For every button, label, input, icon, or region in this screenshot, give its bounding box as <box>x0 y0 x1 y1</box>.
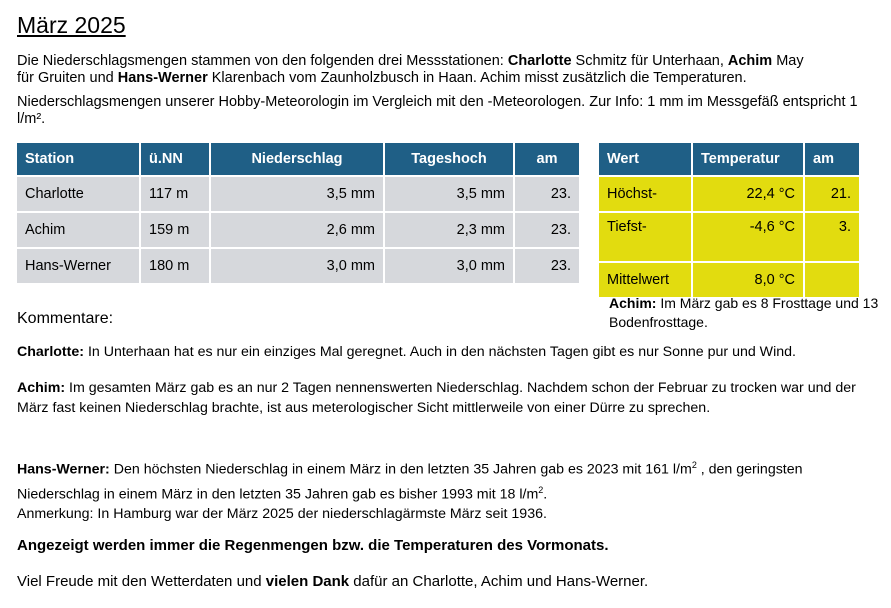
comment-text: In Unterhaan hat es nur ein einziges Mal geregnet. Auch in den nächsten Tagen gibt es nur Sonne pur und Wind. <box>84 344 796 360</box>
elevation: 159 m <box>141 211 211 247</box>
temperature-table <box>599 143 859 297</box>
footer-thanks <box>17 572 877 592</box>
thanks-emphasis: vielen Dank <box>265 573 350 590</box>
intro-line-2 <box>17 70 887 87</box>
table-row <box>599 211 859 261</box>
achim-name: Achim: <box>609 295 657 311</box>
commenter-name: Charlotte: <box>17 344 84 360</box>
date <box>805 261 859 297</box>
station-name: Charlotte <box>17 175 141 211</box>
page-title: März 2025 <box>17 12 126 38</box>
intro-text-part: für Gruiten und <box>17 70 118 86</box>
intro-text <box>17 53 887 87</box>
col-station: Station <box>17 143 141 175</box>
daily-high: 3,0 mm <box>385 247 515 283</box>
charlotte-name: Charlotte <box>507 53 572 69</box>
temperature: 22,4 °C <box>693 175 805 211</box>
date: 23. <box>515 175 579 211</box>
precipitation: 2,6 mm <box>211 211 385 247</box>
table-row <box>17 211 579 247</box>
comment-hans-werner <box>17 455 877 524</box>
comment-text: . <box>543 486 548 503</box>
intro-line-1 <box>17 53 887 70</box>
thanks-text: dafür an Charlotte, Achim und Hans-Werner. <box>349 573 649 590</box>
superscript: 2 <box>691 460 697 470</box>
value-label: Höchst- <box>599 175 693 211</box>
intro-text-part: Schmitz für Unterhaan, <box>571 53 728 69</box>
table-row <box>599 175 859 211</box>
date: 23. <box>515 211 579 247</box>
intro-text-part: Klarenbach vom Zaunholzbusch in Haan. Achim misst zusätzlich die Temperaturen. <box>207 70 747 86</box>
station-name: Hans-Werner <box>17 247 141 283</box>
col-date: am <box>515 143 579 175</box>
col-date: am <box>805 143 859 175</box>
value-label: Tiefst- <box>599 211 693 261</box>
temperature: -4,6 °C <box>693 211 805 261</box>
station-name: Achim <box>17 211 141 247</box>
value-label: Mittelwert <box>599 261 693 297</box>
comments-heading: Kommentare: <box>17 310 114 327</box>
station-table <box>17 143 579 283</box>
temperature-table-header <box>599 143 859 175</box>
table-row <box>599 261 859 297</box>
col-daily-high: Tageshoch <box>385 143 515 175</box>
comment-text: Den höchsten Niederschlag in einem März in den letzten 35 Jahren gab es 2023 mit 161 l/m <box>109 461 692 478</box>
comment-charlotte <box>17 342 877 362</box>
temperature-note <box>609 294 879 332</box>
date: 21. <box>805 175 859 211</box>
precipitation: 3,0 mm <box>211 247 385 283</box>
temperature: 8,0 °C <box>693 261 805 297</box>
footer-note: Angezeigt werden immer die Regenmengen bzw. die Temperaturen des Vormonats. <box>17 537 609 554</box>
comment-text: Im gesamten März gab es an nur 2 Tagen nennenswerten Niederschlag. Nachdem schon der Februar zu trocken war und der März fast keinen Niederschlag brachte, ist aus meterologischer Sicht mittlerweile von einer Dürre zu sprechen. <box>17 380 856 416</box>
station-table-header <box>17 143 579 175</box>
intro-text-part: May <box>772 53 804 69</box>
achim-name: Achim <box>727 53 773 69</box>
date: 23. <box>515 247 579 283</box>
intro-info: Niederschlagsmengen unserer Hobby-Meteorologin im Vergleich mit den -Meteorologen. Zur Info: 1 mm im Messgefäß entspricht 1 l/m². <box>17 94 858 127</box>
elevation: 117 m <box>141 175 211 211</box>
table-row <box>17 247 579 283</box>
thanks-text: Viel Freude mit den Wetterdaten und <box>17 573 266 590</box>
comment-achim <box>17 378 877 418</box>
col-precipitation: Niederschlag <box>211 143 385 175</box>
commenter-name: Hans-Werner: <box>17 461 110 478</box>
commenter-name: Achim: <box>17 380 66 396</box>
col-elevation: ü.NN <box>141 143 211 175</box>
note-text: Im März gab es 8 Frosttage und 13 Bodenfrosttage. <box>609 295 879 330</box>
remark-text: Anmerkung: In Hamburg war der März 2025 der niederschlagärmste März seit 1936. <box>17 506 547 523</box>
date: 3. <box>805 211 859 261</box>
elevation: 180 m <box>141 247 211 283</box>
intro-text-part: Die Niederschlagsmengen stammen von den folgenden drei Messstationen: <box>17 53 508 69</box>
precipitation: 3,5 mm <box>211 175 385 211</box>
table-row <box>17 175 579 211</box>
daily-high: 2,3 mm <box>385 211 515 247</box>
hans-werner-name: Hans-Werner <box>117 70 208 86</box>
col-value: Wert <box>599 143 693 175</box>
daily-high: 3,5 mm <box>385 175 515 211</box>
superscript: 2 <box>538 484 544 495</box>
comment-text: , den geringsten Niederschlag in einem März in den letzten 35 Jahren gab es bisher 1993 mit 18 l/m <box>17 461 803 503</box>
col-temperature: Temperatur <box>693 143 805 175</box>
